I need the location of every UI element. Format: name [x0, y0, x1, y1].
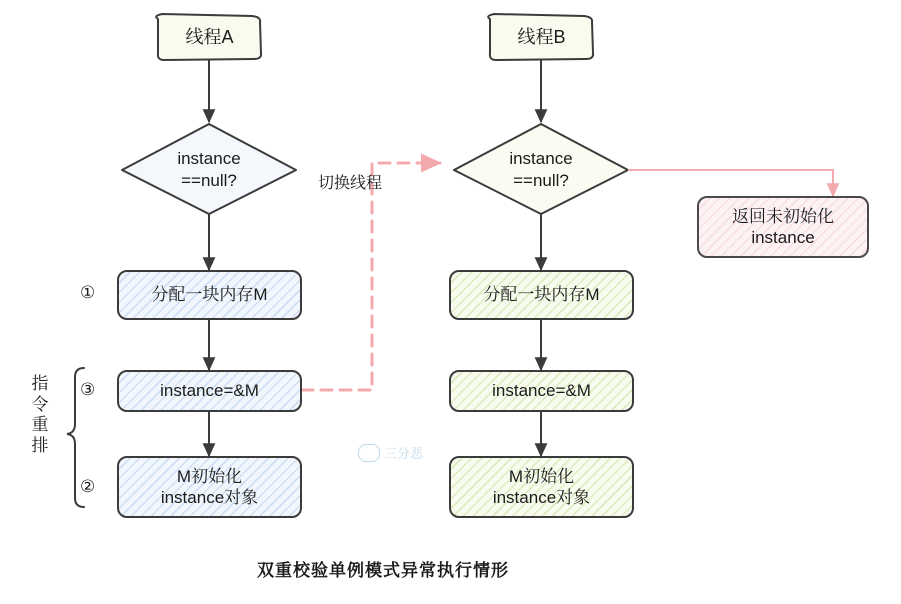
result-path [628, 170, 833, 196]
left-step-3-marker: ③ [80, 380, 96, 399]
thread-switch-path [302, 163, 440, 390]
left-decision-shape [122, 124, 296, 214]
right-step-2: instance=&M [449, 370, 634, 412]
left-start-label: 线程A [185, 26, 234, 47]
left-step-3: instance=&M [117, 370, 302, 412]
right-decision-label: instance ==null? [509, 148, 573, 190]
left-step-1: 分配一块内存M [117, 270, 302, 320]
left-step-1-marker: ① [80, 283, 96, 302]
left-step-2: M初始化 instance对象 [117, 456, 302, 518]
result-box: 返回未初始化 instance [697, 196, 869, 258]
right-step-3: M初始化 instance对象 [449, 456, 634, 518]
right-decision-shape [454, 124, 628, 214]
right-start-label: 线程B [517, 26, 566, 47]
right-step-1: 分配一块内存M [449, 270, 634, 320]
chat-bubble-icon [358, 444, 380, 462]
left-step-2-marker: ② [80, 477, 96, 496]
diagram-caption: 双重校验单例模式异常执行情形 [257, 561, 509, 580]
instruction-reorder-label: 指令重排 [31, 374, 49, 456]
thread-switch-label: 切换线程 [318, 175, 383, 192]
watermark: 三分恶 [358, 443, 423, 462]
left-decision-label: instance ==null? [177, 148, 241, 190]
